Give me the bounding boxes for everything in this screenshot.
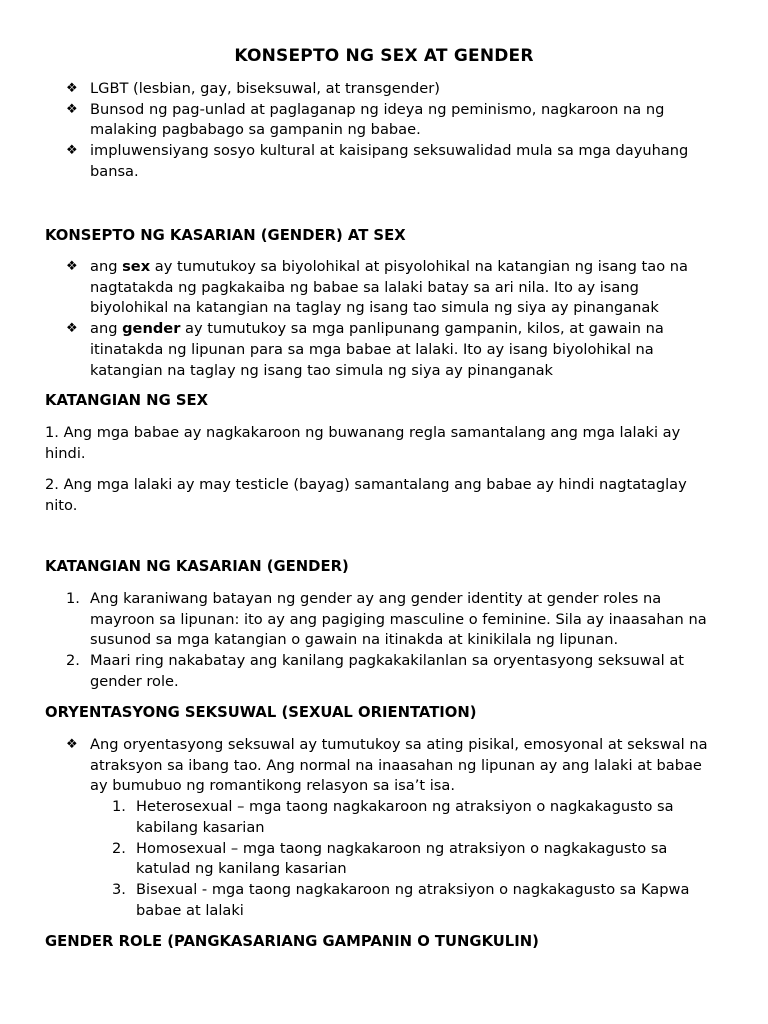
- oryentasyon-bullet-list: [66, 735, 716, 921]
- list-item: [112, 839, 716, 880]
- diamond-bullet-icon: ❖: [66, 737, 78, 752]
- diamond-bullet-icon: ❖: [66, 259, 78, 274]
- katangian-sex-paragraph-2: 2. Ang mga lalaki ay may testicle (bayag) samantalang ang babae ay hindi nagtataglay nito.: [45, 476, 687, 514]
- list-item-text: Bunsod ng pag-unlad at paglaganap ng ideya ng peminismo, nagkaroon na ng malaking pagbabago sa gampanin ng babae.: [90, 100, 665, 139]
- list-number: 2.: [112, 839, 126, 857]
- list-item-text: Bisexual - mga taong nagkakaroon ng atraksiyon o nagkakagusto sa Kapwa babae at lalaki: [136, 880, 690, 919]
- list-item-text: Homosexual – mga taong nagkakaroon ng atraksiyon o nagkakagusto sa katulad ng kanilang kasarian: [136, 839, 668, 878]
- list-number: 2.: [66, 652, 80, 670]
- intro-bullet-list: [66, 79, 716, 183]
- item-definition: ay tumutukoy sa biyolohikal at pisyolohikal na katangian ng isang tao na nagtatakda ng pagkakaiba ng babae sa lalaki batay sa ari nila. Ito ay isang biyolohikal na katangian na taglay ng isang tao simula ng siya ay pinanganak: [90, 258, 688, 317]
- diamond-bullet-icon: ❖: [66, 321, 78, 337]
- item-prefix: ang: [90, 258, 123, 275]
- list-number: 1.: [66, 590, 80, 607]
- list-item-text: Heterosexual – mga taong nagkakaroon ng atraksiyon o nagkakagusto sa kabilang kasarian: [136, 798, 674, 836]
- list-item: [66, 257, 716, 319]
- section-heading-katangian-sex: KATANGIAN NG SEX: [45, 392, 209, 409]
- diamond-bullet-icon: ❖: [66, 143, 78, 159]
- term-gender: gender: [122, 320, 181, 338]
- list-number: 3.: [112, 880, 126, 898]
- konsepto-bullet-list: [66, 257, 716, 381]
- list-item-text: Maari ring nakabatay ang kanilang pagkakakilanlan sa oryentasyong seksuwal at gender role.: [90, 652, 685, 690]
- section-heading-katangian-kasarian: KATANGIAN NG KASARIAN (GENDER): [45, 558, 349, 575]
- list-item-text: Ang karaniwang batayan ng gender ay ang gender identity at gender roles na mayroon sa lipunan: ito ay ang pagiging masculine o feminine. Sila ay inaasahan na susunod sa mga katangian o gawain na itinakda at kinikilala ng lipunan.: [90, 590, 707, 649]
- list-item: [66, 589, 716, 651]
- term-sex: sex: [122, 258, 151, 275]
- section-heading-gender-role: GENDER ROLE (PANGKASARIANG GAMPANIN O TUNGKULIN): [45, 933, 539, 950]
- diamond-bullet-icon: ❖: [66, 101, 78, 117]
- item-definition: ay tumutukoy sa mga panlipunang gampanin, kilos, at gawain na itinatakda ng lipunan para sa mga babae at lalaki. Ito ay isang biyolohikal na katangian na taglay ng isang tao simula ng siya ay pinanganak: [90, 320, 664, 379]
- list-item: [66, 319, 716, 381]
- list-item-text: Ang oryentasyong seksuwal ay tumutukoy sa ating pisikal, emosyonal at sekswal na atraksyon sa ibang tao. Ang normal na inaasahan ng lipunan ay ang lalaki at babae ay bumubuo ng romantikong relasyon sa isa’t isa.: [90, 736, 708, 795]
- diamond-bullet-icon: ❖: [66, 81, 78, 96]
- list-item-text: LGBT (lesbian, gay, biseksuwal, at transgender): [90, 80, 440, 97]
- list-number: 1.: [112, 798, 126, 816]
- list-item: [66, 100, 716, 141]
- list-item-text: impluwensiyang sosyo kultural at kaisipang seksuwalidad mula sa mga dayuhang bansa.: [90, 142, 689, 180]
- item-prefix: ang: [90, 320, 123, 338]
- list-item: [66, 141, 716, 182]
- list-item: [66, 79, 716, 100]
- list-item: [112, 880, 716, 921]
- document-title: KONSEPTO NG SEX AT GENDER: [234, 46, 534, 66]
- section-heading-konsepto-kasarian: KONSEPTO NG KASARIAN (GENDER) AT SEX: [45, 227, 406, 244]
- list-item: [66, 735, 716, 921]
- section-heading-oryentasyon: ORYENTASYONG SEKSUWAL (SEXUAL ORIENTATION): [45, 704, 477, 721]
- list-item: [112, 797, 716, 838]
- katangian-kasarian-list: [66, 589, 716, 693]
- orientation-types-list: [112, 797, 716, 921]
- katangian-sex-paragraph-1: 1. Ang mga babae ay nagkakaroon ng buwanang regla samantalang ang mga lalaki ay hindi.: [45, 424, 681, 462]
- list-item: [66, 651, 716, 692]
